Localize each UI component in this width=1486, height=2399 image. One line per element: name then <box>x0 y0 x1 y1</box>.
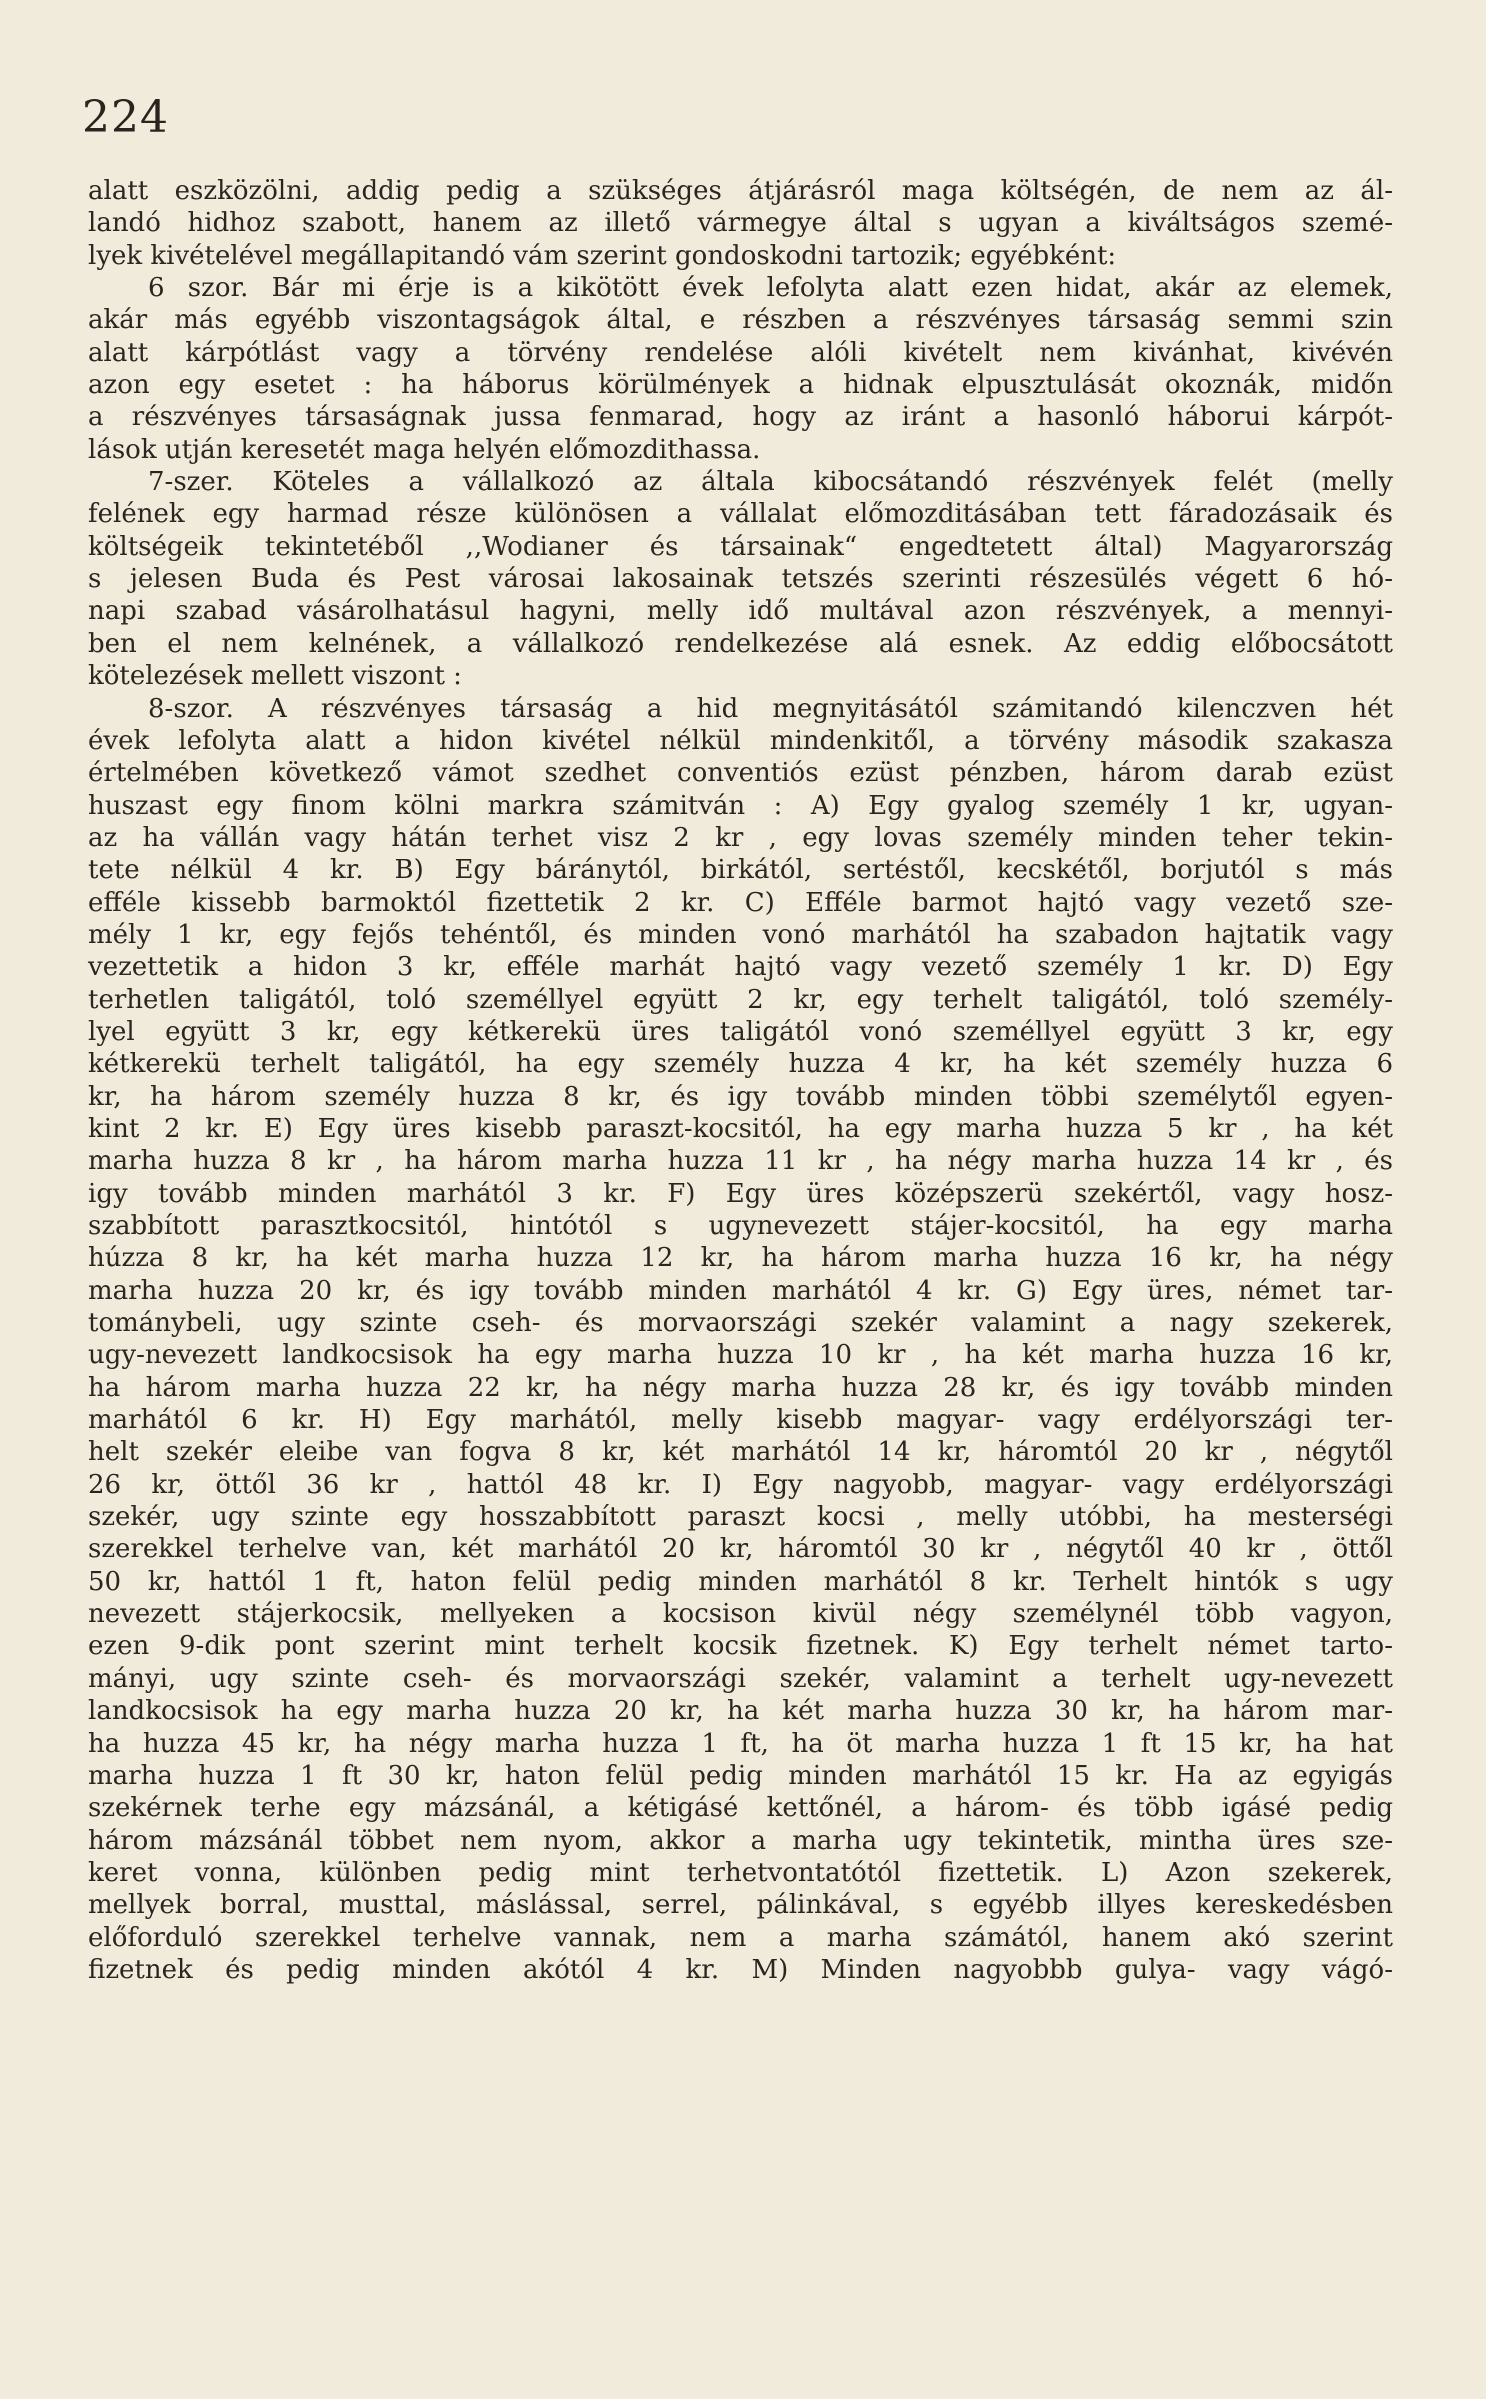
text-line: efféle kissebb barmoktól fizettetik 2 kr. C) Efféle barmot hajtó vagy vezető sze- <box>88 887 1393 918</box>
text-line: helt szekér eleibe van fogva 8 kr, két marhától 14 kr, háromtól 20 kr , négytől <box>88 1437 1393 1468</box>
text-line: három mázsánál többet nem nyom, akkor a marha ugy tekintetik, mintha üres sze- <box>88 1825 1393 1856</box>
text-line: igy tovább minden marhától 3 kr. F) Egy üres középszerü szekértől, vagy hosz- <box>88 1178 1393 1209</box>
text-line: ben el nem kelnének, a vállalkozó rendelkezése alá esnek. Az eddig előbocsátott <box>88 628 1393 659</box>
text-line: fizetnek és pedig minden akótól 4 kr. M) Minden nagyobbb gulya- vagy vágó- <box>88 1954 1393 1985</box>
text-line: landkocsisok ha egy marha huzza 20 kr, ha két marha huzza 30 kr, ha három mar- <box>88 1696 1393 1727</box>
text-line: vezettetik a hidon 3 kr, efféle marhát hajtó vagy vezető személy 1 kr. D) Egy <box>88 952 1393 983</box>
text-line: azon egy esetet : ha háborus körülmények a hidnak elpusztulását okoznák, midőn <box>88 370 1393 401</box>
text-line: huszast egy finom kölni markra számitván : A) Egy gyalog személy 1 kr, ugyan- <box>88 790 1393 821</box>
text-line: lyek kivételével megállapitandó vám szerint gondoskodni tartozik; egyébként: <box>88 240 1117 271</box>
text-line: 26 kr, öttől 36 kr , hattól 48 kr. I) Egy nagyobb, magyar- vagy erdélyországi <box>88 1469 1393 1500</box>
text-line: ha huzza 45 kr, ha négy marha huzza 1 ft, ha öt marha huzza 1 ft 15 kr, ha hat <box>88 1728 1393 1759</box>
text-line: kötelezések mellett viszont : <box>88 661 462 692</box>
text-line: 7-szer. Köteles a vállalkozó az általa kibocsátandó részvények felét (melly <box>148 467 1393 498</box>
text-line: tománybeli, ugy szinte cseh- és morvaországi szekér valamint a nagy szekerek, <box>88 1308 1393 1339</box>
text-line: lyel együtt 3 kr, egy kétkerekü üres taligától vonó személlyel együtt 3 kr, egy <box>88 1016 1393 1047</box>
text-line: 8-szor. A részvényes társaság a hid megnyitásától számitandó kilenczven hét <box>148 693 1393 724</box>
text-line: lások utján keresetét maga helyén előmozdithassa. <box>88 434 761 465</box>
text-line: marha huzza 20 kr, és igy tovább minden marhától 4 kr. G) Egy üres, német tar- <box>88 1275 1393 1306</box>
text-line: marha huzza 8 kr , ha három marha huzza 11 kr , ha négy marha huzza 14 kr , és <box>88 1146 1393 1177</box>
text-line: a részvényes társaságnak jussa fenmarad, hogy az iránt a hasonló háborui kárpót- <box>88 402 1393 433</box>
body-text <box>88 175 1393 1986</box>
text-line: s jelesen Buda és Pest városai lakosainak tetszés szerinti részesülés végett 6 hó- <box>88 564 1393 595</box>
text-line: napi szabad vásárolhatásul hagyni, melly idő multával azon részvények, a mennyi- <box>88 596 1393 627</box>
text-line: alatt kárpótlást vagy a törvény rendelése alóli kivételt nem kivánhat, kivévén <box>88 337 1393 368</box>
text-line: mély 1 kr, egy fejős tehéntől, és minden vonó marhától ha szabadon hajtatik vagy <box>88 919 1393 950</box>
text-line: akár más egyébb viszontagságok által, e részben a részvényes társaság semmi szin <box>88 305 1393 336</box>
text-line: az ha vállán vagy hátán terhet visz 2 kr , egy lovas személy minden teher tekin- <box>88 822 1393 853</box>
text-line: marha huzza 1 ft 30 kr, haton felül pedig minden marhától 15 kr. Ha az egyigás <box>88 1760 1393 1791</box>
page-number: 224 <box>82 92 169 143</box>
text-line: alatt eszközölni, addig pedig a szükséges átjárásról maga költségén, de nem az ál- <box>88 176 1393 206</box>
text-line: nevezett stájerkocsik, mellyeken a kocsison kivül négy személynél több vagyon, <box>88 1599 1393 1630</box>
text-line: ezen 9-dik pont szerint mint terhelt kocsik fizetnek. K) Egy terhelt német tarto- <box>88 1631 1393 1662</box>
text-line: kétkerekü terhelt taligától, ha egy személy huzza 4 kr, ha két személy huzza 6 <box>88 1049 1393 1080</box>
text-line: terhetlen taligától, toló személlyel együtt 2 kr, egy terhelt taligától, toló személy- <box>88 984 1393 1015</box>
text-line: szekér, ugy szinte egy hosszabbított paraszt kocsi , melly utóbbi, ha mesterségi <box>88 1502 1393 1533</box>
text-line: tete nélkül 4 kr. B) Egy báránytól, birkától, sertéstől, kecskétől, borjutól s más <box>88 855 1393 886</box>
text-line: szabbított parasztkocsitól, hintótól s ugynevezett stájer-kocsitól, ha egy marha <box>88 1211 1393 1241</box>
text-line: keret vonna, különben pedig mint terhetvontatótól fizettetik. L) Azon szekerek, <box>88 1857 1393 1888</box>
text-line: marhától 6 kr. H) Egy marhától, melly kisebb magyar- vagy erdélyországi ter- <box>88 1405 1393 1436</box>
text-line: mellyek borral, musttal, máslással, serrel, pálinkával, s egyébb illyes kereskedésben <box>88 1890 1393 1921</box>
text-line: landó hidhoz szabott, hanem az illető vármegye által s ugyan a kiváltságos szemé- <box>88 208 1393 239</box>
text-line: kint 2 kr. E) Egy üres kisebb paraszt-kocsitól, ha egy marha huzza 5 kr , ha két <box>88 1113 1393 1144</box>
text-line: ugy-nevezett landkocsisok ha egy marha huzza 10 kr , ha két marha huzza 16 kr, <box>88 1340 1393 1371</box>
text-line: költségeik tekintetéből ,,Wodianer és társainak“ engedtetett által) Magyarország <box>88 531 1393 562</box>
text-line: szerekkel terhelve van, két marhától 20 kr, háromtól 30 kr , négytől 40 kr , öttől <box>88 1534 1393 1565</box>
text-line: kr, ha három személy huzza 8 kr, és igy tovább minden többi személytől egyen- <box>88 1081 1393 1112</box>
text-line: előforduló szerekkel terhelve vannak, nem a marha számától, hanem akó szerint <box>88 1922 1393 1953</box>
text-line: szekérnek terhe egy mázsánál, a kétigásé kettőnél, a három- és több igásé pedig <box>88 1793 1393 1824</box>
text-line: 50 kr, hattól 1 ft, haton felül pedig minden marhától 8 kr. Terhelt hintók s ugy <box>88 1566 1393 1597</box>
text-line: évek lefolyta alatt a hidon kivétel nélkül mindenkitől, a törvény második szakasza <box>88 725 1393 756</box>
text-line: értelmében következő vámot szedhet conventiós ezüst pénzben, három darab ezüst <box>88 758 1393 789</box>
text-line: mányi, ugy szinte cseh- és morvaországi szekér, valamint a terhelt ugy-nevezett <box>88 1663 1393 1694</box>
text-line: 6 szor. Bár mi érje is a kikötött évek lefolyta alatt ezen hidat, akár az elemek, <box>148 273 1393 304</box>
text-line: húzza 8 kr, ha két marha huzza 12 kr, ha három marha huzza 16 kr, ha négy <box>88 1243 1393 1274</box>
text-line: ha három marha huzza 22 kr, ha négy marha huzza 28 kr, és igy tovább minden <box>88 1372 1393 1403</box>
text-line: felének egy harmad része különösen a vállalat előmozditásában tett fáradozásaik és <box>88 499 1393 530</box>
